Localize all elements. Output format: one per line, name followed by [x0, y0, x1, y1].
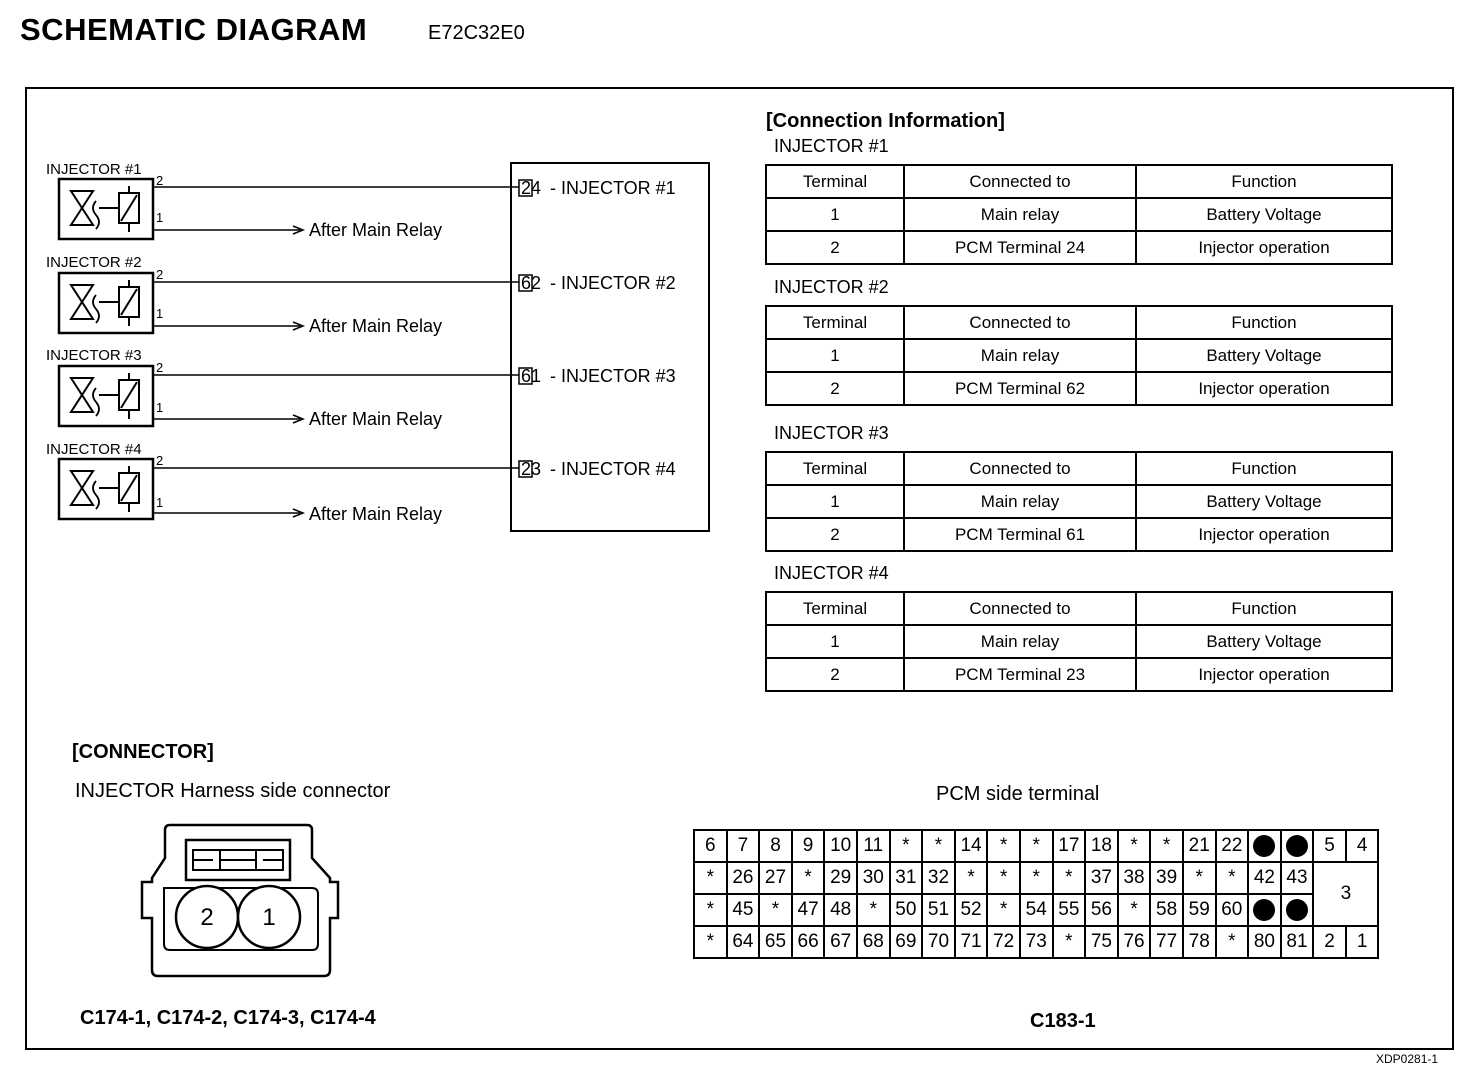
- table-row: [766, 658, 1392, 691]
- pcm-terminal-cell: 42: [1248, 862, 1281, 894]
- cell-connected-to: PCM Terminal 62: [904, 372, 1136, 405]
- pcm-terminal-cell: 81: [1281, 926, 1314, 958]
- pcm-pin-number: 24: [521, 178, 542, 198]
- pcm-grid-row: [694, 926, 1378, 958]
- pcm-terminal-cell: 3: [1313, 862, 1378, 926]
- pcm-terminal-cell: 30: [857, 862, 890, 894]
- cell-terminal: 2: [766, 518, 904, 551]
- cell-connected-to: Main relay: [904, 339, 1136, 372]
- cell-function: Battery Voltage: [1136, 485, 1392, 518]
- header-connected-to: Connected to: [904, 165, 1136, 198]
- connector-ids: C174-1, C174-2, C174-3, C174-4: [80, 1007, 376, 1029]
- after-main-relay-label: After Main Relay: [309, 220, 443, 240]
- injector-4-symbol: [46, 441, 519, 524]
- pin-number: 1: [156, 495, 164, 510]
- cell-connected-to: Main relay: [904, 625, 1136, 658]
- pcm-pin-label: - INJECTOR #1: [550, 178, 676, 198]
- pcm-terminal-cell: 71: [955, 926, 988, 958]
- injector-2-symbol: [46, 254, 519, 336]
- cell-connected-to: PCM Terminal 24: [904, 231, 1136, 264]
- pcm-terminal-cell: 29: [824, 862, 857, 894]
- pcm-terminal-cell: *: [857, 894, 890, 926]
- pcm-terminal-cell: 76: [1118, 926, 1151, 958]
- pcm-terminal-cell: *: [1053, 926, 1086, 958]
- cell-terminal: 1: [766, 198, 904, 231]
- filled-dot-icon: [1253, 899, 1275, 921]
- pcm-terminal-cell: 26: [727, 862, 760, 894]
- pin-number: 2: [156, 453, 164, 468]
- pcm-terminal-dot: [1248, 894, 1281, 926]
- cell-terminal: 2: [766, 372, 904, 405]
- pcm-terminal-cell: 55: [1053, 894, 1086, 926]
- pcm-terminal-dot: [1281, 830, 1314, 862]
- pcm-terminal-cell: 48: [824, 894, 857, 926]
- harness-connector-label: INJECTOR Harness side connector: [75, 780, 391, 802]
- header-terminal: Terminal: [766, 306, 904, 339]
- pcm-terminal-cell: *: [987, 862, 1020, 894]
- pcm-terminal-cell: *: [694, 862, 727, 894]
- pcm-terminal-cell: 5: [1313, 830, 1346, 862]
- cell-terminal: 1: [766, 485, 904, 518]
- cell-terminal: 1: [766, 625, 904, 658]
- after-main-relay-label: After Main Relay: [309, 316, 443, 336]
- harness-connector-drawing: [142, 825, 338, 976]
- pcm-terminal-cell: 7: [727, 830, 760, 862]
- pcm-terminal-cell: *: [1216, 926, 1249, 958]
- connection-info-title: [Connection Information]: [766, 110, 1005, 132]
- header-terminal: Terminal: [766, 452, 904, 485]
- injector-3-symbol: [46, 347, 519, 429]
- pcm-terminal-cell: 77: [1150, 926, 1183, 958]
- page-title: SCHEMATIC DIAGRAM: [20, 12, 368, 47]
- pcm-terminal-cell: 21: [1183, 830, 1216, 862]
- cell-terminal: 2: [766, 658, 904, 691]
- connector-section-title: [CONNECTOR]: [72, 741, 214, 763]
- pcm-terminal-cell: 52: [955, 894, 988, 926]
- pcm-pin-label: - INJECTOR #4: [550, 459, 676, 479]
- table-row: [766, 518, 1392, 551]
- pcm-terminal-cell: 18: [1085, 830, 1118, 862]
- pcm-terminal-cell: *: [1216, 862, 1249, 894]
- pcm-terminal-cell: *: [955, 862, 988, 894]
- pcm-terminal-cell: *: [890, 830, 923, 862]
- pcm-terminal-cell: 65: [759, 926, 792, 958]
- pcm-terminal-cell: 58: [1150, 894, 1183, 926]
- pcm-terminal-cell: *: [1020, 830, 1053, 862]
- injector-1-symbol: [46, 161, 519, 240]
- pcm-terminal-cell: *: [694, 894, 727, 926]
- cell-terminal: 2: [766, 231, 904, 264]
- pcm-terminal-cell: *: [1183, 862, 1216, 894]
- cell-function: Battery Voltage: [1136, 198, 1392, 231]
- cell-function: Injector operation: [1136, 518, 1392, 551]
- pcm-terminal-cell: *: [759, 894, 792, 926]
- pcm-terminal-cell: *: [1118, 830, 1151, 862]
- pcm-connector-id: C183-1: [1030, 1010, 1096, 1032]
- pcm-terminal-cell: 2: [1313, 926, 1346, 958]
- pcm-terminal-cell: 60: [1216, 894, 1249, 926]
- cell-function: Battery Voltage: [1136, 625, 1392, 658]
- pcm-terminal-cell: 11: [857, 830, 890, 862]
- pin-number: 2: [156, 360, 164, 375]
- pcm-terminal-cell: *: [792, 862, 825, 894]
- pcm-terminal-label: PCM side terminal: [936, 783, 1100, 805]
- pcm-terminal-cell: 17: [1053, 830, 1086, 862]
- pcm-terminal-cell: 31: [890, 862, 923, 894]
- table-header-row: [766, 592, 1392, 625]
- pcm-terminal-cell: 80: [1248, 926, 1281, 958]
- connection-table-injector-2: [765, 305, 1393, 406]
- pcm-pin-number: 23: [521, 459, 542, 479]
- cell-function: Injector operation: [1136, 658, 1392, 691]
- footer-code: XDP0281-1: [1376, 1052, 1439, 1066]
- injector-label: INJECTOR #1: [46, 161, 142, 178]
- pcm-terminal-cell: 4: [1346, 830, 1379, 862]
- table-title-injector-2: INJECTOR #2: [774, 277, 889, 297]
- injector-label: INJECTOR #3: [46, 347, 142, 364]
- pcm-terminal-cell: *: [1150, 830, 1183, 862]
- table-row: [766, 339, 1392, 372]
- pcm-terminal-cell: 50: [890, 894, 923, 926]
- pcm-terminal-cell: 10: [824, 830, 857, 862]
- pcm-terminal-cell: 59: [1183, 894, 1216, 926]
- table-row: [766, 231, 1392, 264]
- pin-number: 2: [156, 267, 164, 282]
- pcm-terminal-cell: 43: [1281, 862, 1314, 894]
- filled-dot-icon: [1286, 835, 1308, 857]
- pcm-grid-row: [694, 894, 1378, 926]
- pcm-terminal-cell: 6: [694, 830, 727, 862]
- pcm-terminal-cell: 22: [1216, 830, 1249, 862]
- pcm-terminal-cell: 8: [759, 830, 792, 862]
- pcm-terminal-cell: *: [1118, 894, 1151, 926]
- table-header-row: [766, 306, 1392, 339]
- pcm-terminal-cell: 37: [1085, 862, 1118, 894]
- pcm-terminal-cell: *: [922, 830, 955, 862]
- cell-connected-to: Main relay: [904, 485, 1136, 518]
- pcm-terminal-cell: 39: [1150, 862, 1183, 894]
- pcm-terminal-cell: 38: [1118, 862, 1151, 894]
- filled-dot-icon: [1253, 835, 1275, 857]
- connection-table-injector-1: [765, 164, 1393, 265]
- table-row: [766, 625, 1392, 658]
- table-header-row: [766, 165, 1392, 198]
- cell-function: Battery Voltage: [1136, 339, 1392, 372]
- cell-function: Injector operation: [1136, 231, 1392, 264]
- cell-connected-to: PCM Terminal 23: [904, 658, 1136, 691]
- pcm-terminal-cell: 51: [922, 894, 955, 926]
- cell-terminal: 1: [766, 339, 904, 372]
- connection-table-injector-3: [765, 451, 1393, 552]
- table-title-injector-1: INJECTOR #1: [774, 136, 889, 156]
- connection-table-injector-4: [765, 591, 1393, 692]
- table-title-injector-3: INJECTOR #3: [774, 423, 889, 443]
- after-main-relay-label: After Main Relay: [309, 504, 443, 524]
- header-function: Function: [1136, 165, 1392, 198]
- header-function: Function: [1136, 452, 1392, 485]
- pcm-terminal-cell: 45: [727, 894, 760, 926]
- table-row: [766, 198, 1392, 231]
- pcm-terminal-cell: 64: [727, 926, 760, 958]
- pcm-terminal-cell: 67: [824, 926, 857, 958]
- pcm-terminal-dot: [1248, 830, 1281, 862]
- header-terminal: Terminal: [766, 592, 904, 625]
- pcm-terminal-cell: 47: [792, 894, 825, 926]
- pcm-grid-row: [694, 830, 1378, 862]
- pcm-block: [511, 163, 709, 531]
- pcm-terminal-cell: 73: [1020, 926, 1053, 958]
- pcm-terminal-grid: [693, 829, 1379, 959]
- header-connected-to: Connected to: [904, 306, 1136, 339]
- pcm-terminal-cell: 1: [1346, 926, 1379, 958]
- header-connected-to: Connected to: [904, 592, 1136, 625]
- connector-pin-1: 1: [262, 904, 276, 931]
- pcm-pin-label: - INJECTOR #2: [550, 273, 676, 293]
- pin-number: 1: [156, 210, 164, 225]
- after-main-relay-label: After Main Relay: [309, 409, 443, 429]
- pcm-terminal-cell: *: [987, 894, 1020, 926]
- pcm-terminal-cell: 54: [1020, 894, 1053, 926]
- pcm-terminal-cell: *: [987, 830, 1020, 862]
- pcm-grid-row: [694, 862, 1378, 894]
- pcm-pin-number: 62: [521, 273, 542, 293]
- document-code: E72C32E0: [428, 22, 525, 44]
- pcm-terminal-cell: 69: [890, 926, 923, 958]
- connector-pin-2: 2: [200, 904, 214, 931]
- pin-number: 2: [156, 173, 164, 188]
- pcm-terminal-cell: 56: [1085, 894, 1118, 926]
- header-terminal: Terminal: [766, 165, 904, 198]
- pcm-terminal-cell: *: [1053, 862, 1086, 894]
- pin-number: 1: [156, 306, 164, 321]
- table-title-injector-4: INJECTOR #4: [774, 563, 889, 583]
- pcm-terminal-cell: 32: [922, 862, 955, 894]
- pcm-pin-label: - INJECTOR #3: [550, 366, 676, 386]
- header-function: Function: [1136, 592, 1392, 625]
- injector-label: INJECTOR #2: [46, 254, 142, 271]
- filled-dot-icon: [1286, 899, 1308, 921]
- pcm-terminal-cell: *: [694, 926, 727, 958]
- pcm-pin-number: 61: [521, 366, 542, 386]
- pcm-terminal-dot: [1281, 894, 1314, 926]
- cell-connected-to: Main relay: [904, 198, 1136, 231]
- pcm-terminal-cell: 75: [1085, 926, 1118, 958]
- pcm-terminal-cell: 70: [922, 926, 955, 958]
- pcm-terminal-cell: 27: [759, 862, 792, 894]
- table-row: [766, 372, 1392, 405]
- cell-connected-to: PCM Terminal 61: [904, 518, 1136, 551]
- pcm-terminal-cell: 14: [955, 830, 988, 862]
- table-header-row: [766, 452, 1392, 485]
- pcm-terminal-cell: *: [1020, 862, 1053, 894]
- pcm-terminal-cell: 66: [792, 926, 825, 958]
- pcm-terminal-cell: 78: [1183, 926, 1216, 958]
- pcm-terminal-cell: 72: [987, 926, 1020, 958]
- table-row: [766, 485, 1392, 518]
- header-function: Function: [1136, 306, 1392, 339]
- pcm-terminal-cell: 9: [792, 830, 825, 862]
- header-connected-to: Connected to: [904, 452, 1136, 485]
- injector-label: INJECTOR #4: [46, 441, 142, 458]
- pcm-terminal-cell: 68: [857, 926, 890, 958]
- pin-number: 1: [156, 400, 164, 415]
- cell-function: Injector operation: [1136, 372, 1392, 405]
